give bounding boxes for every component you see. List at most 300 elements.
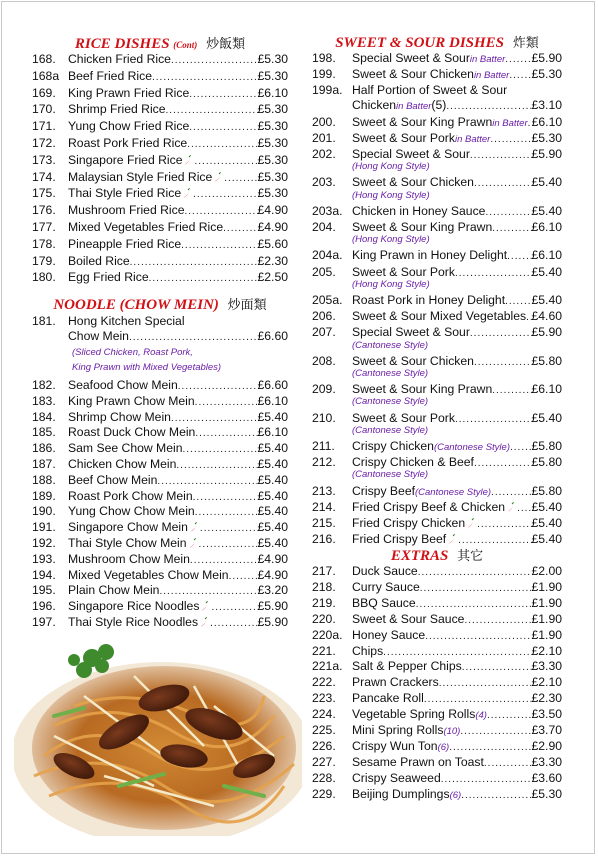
item-price: £5.80 xyxy=(531,353,562,368)
item-name-line1: Half Portion of Sweet & Sour xyxy=(352,83,508,98)
item-price: £2.90 xyxy=(531,738,562,753)
item-number: 168a xyxy=(32,68,60,83)
item-number: 221a. xyxy=(312,659,343,674)
item-number: 173. xyxy=(32,152,56,167)
item-extra: (5) xyxy=(431,98,447,113)
item-name: Shrimp Fried Rice xyxy=(68,102,166,117)
item-price: £5.60 xyxy=(257,236,288,251)
item-price: £6.10 xyxy=(531,382,562,397)
item-description xyxy=(352,580,562,596)
item-number: 175. xyxy=(32,186,56,201)
item-description xyxy=(352,516,562,532)
item-number: 203a. xyxy=(312,203,343,218)
item-name: Special Sweet & Sour xyxy=(352,147,470,161)
item-number: 212. xyxy=(312,455,336,470)
item-price: £3.30 xyxy=(531,659,562,674)
item-price: £5.30 xyxy=(257,102,288,117)
leader-dots xyxy=(159,585,257,599)
leader-dots xyxy=(470,327,532,341)
chili-icon xyxy=(214,171,222,181)
item-description xyxy=(68,615,288,631)
leader-dots xyxy=(420,582,532,596)
item-price: £6.10 xyxy=(531,114,562,129)
item-description xyxy=(352,739,562,755)
item-number: 204. xyxy=(312,220,336,234)
leader-dots xyxy=(487,709,532,723)
item-number: 188. xyxy=(32,472,56,487)
leader-dots xyxy=(383,646,531,660)
item-name: King Prawn Fried Rice xyxy=(68,85,190,100)
leader-dots xyxy=(470,149,532,163)
item-number: 219. xyxy=(312,595,336,610)
item-price: £6.10 xyxy=(531,220,562,234)
item-name: Malaysian Style Fried Rice xyxy=(68,169,213,184)
item-description xyxy=(68,489,288,505)
item-number: 215. xyxy=(312,516,336,530)
item-name: Pineapple Fried Rice xyxy=(68,236,182,251)
item-number: 227. xyxy=(312,754,336,769)
leader-dots xyxy=(166,104,258,118)
item-number: 228. xyxy=(312,770,336,785)
item-price: £5.80 xyxy=(531,439,562,453)
item-note: (Cantonese Style) xyxy=(415,486,492,498)
item-name: King Prawn in Honey Delight xyxy=(352,248,508,263)
item-description xyxy=(352,309,562,325)
item-description xyxy=(352,659,562,675)
item-number: 220a. xyxy=(312,627,343,642)
leader-dots xyxy=(474,457,532,471)
extras-title: EXTRAS xyxy=(390,548,449,564)
item-name: Roast Pork in Honey Delight xyxy=(352,293,506,307)
rice-dishes-heading xyxy=(32,33,288,53)
item-name: Egg Fried Rice xyxy=(68,270,149,285)
item-style-note: (Cantonese Style) xyxy=(352,339,429,351)
item-description xyxy=(68,186,288,202)
item-price: £4.90 xyxy=(257,567,288,582)
item-number: 186. xyxy=(32,441,56,456)
item-number: 229. xyxy=(312,786,336,801)
item-price: £2.10 xyxy=(531,643,562,658)
item-description xyxy=(68,69,288,85)
item-name: Yung Chow Fried Rice xyxy=(68,119,190,134)
item-number: 199. xyxy=(312,67,336,82)
item-description xyxy=(352,723,562,739)
item-name: Crispy Chicken xyxy=(352,439,434,453)
sweet-sour-heading xyxy=(312,32,562,52)
item-price: £4.60 xyxy=(531,309,562,324)
item-price: £5.40 xyxy=(531,175,562,190)
item-name: Sweet & Sour Pork xyxy=(352,130,455,145)
item-price: £5.90 xyxy=(531,325,562,340)
leader-dots xyxy=(181,239,257,253)
leader-dots xyxy=(505,295,531,309)
item-number: 190. xyxy=(32,504,56,519)
item-number: 226. xyxy=(312,738,336,753)
item-description xyxy=(68,520,288,536)
item-description xyxy=(68,394,288,410)
leader-dots xyxy=(171,54,258,68)
leader-dots xyxy=(492,384,531,398)
item-name: Crispy Beef xyxy=(352,483,415,498)
item-description xyxy=(352,612,562,628)
item-price: £5.90 xyxy=(257,599,288,614)
item-name: Prawn Crackers xyxy=(352,675,439,690)
item-description xyxy=(68,441,288,457)
item-description xyxy=(68,536,288,552)
item-price: £1.90 xyxy=(531,595,562,610)
item-number: 195. xyxy=(32,583,56,598)
item-name: Pancake Roll xyxy=(352,691,424,706)
item-number: 172. xyxy=(32,136,56,150)
item-price: £1.90 xyxy=(531,611,562,626)
item-name: Fried Crispy Chicken xyxy=(352,516,466,530)
item-price: £5.40 xyxy=(257,457,288,471)
leader-dots xyxy=(416,598,532,612)
item-name: Thai Style Rice Noodles xyxy=(68,615,199,629)
item-description xyxy=(352,644,562,660)
item-description xyxy=(68,425,288,441)
item-number: 198. xyxy=(312,51,336,65)
item-name: Mini Spring Rolls xyxy=(352,723,444,737)
item-style-note: (Cantonese Style) xyxy=(352,424,429,436)
item-number: 177. xyxy=(32,220,56,234)
item-price: £4.90 xyxy=(257,203,288,218)
item-number: 205a. xyxy=(312,293,343,307)
item-style-note: (Hong Kong Style) xyxy=(352,234,430,246)
item-number: 178. xyxy=(32,236,56,251)
item-name: King Prawn Chow Mein xyxy=(68,393,195,408)
item-description xyxy=(68,203,288,219)
item-number: 185. xyxy=(32,425,56,440)
leader-dots xyxy=(474,356,532,370)
chili-icon xyxy=(201,600,209,610)
leader-dots xyxy=(224,172,257,186)
item-price: £3.20 xyxy=(257,583,288,598)
item-name: Sweet & Sour Sauce xyxy=(352,611,465,626)
item-number: 214. xyxy=(312,499,336,514)
item-description xyxy=(352,628,562,644)
item-description xyxy=(352,204,562,220)
leader-dots xyxy=(477,518,531,532)
item-note: in Batter xyxy=(396,101,432,113)
item-price: £5.40 xyxy=(257,441,288,456)
item-price: £2.50 xyxy=(257,270,288,285)
item-price: £3.70 xyxy=(531,723,562,737)
item-name: Sesame Prawn on Toast xyxy=(352,754,484,769)
item-price: £5.40 xyxy=(257,536,288,550)
item-name: Sweet & Sour Pork xyxy=(352,264,455,279)
item-name: Boiled Rice xyxy=(68,253,130,268)
item-note: in Batter xyxy=(454,133,491,145)
item-note: (10) xyxy=(443,726,461,737)
item-note-line2: King Prawn with Mixed Vegetables) xyxy=(72,362,222,373)
item-number: 222. xyxy=(312,675,336,690)
item-name: Curry Sauce xyxy=(352,579,420,594)
item-name: Chicken Chow Mein xyxy=(68,457,177,471)
item-description xyxy=(68,102,288,118)
item-number: 205. xyxy=(312,264,336,279)
chili-icon xyxy=(183,187,191,197)
item-name-line2: Chow Mein xyxy=(68,329,129,343)
item-number: 174. xyxy=(32,169,56,184)
noodle-chinese-title: 炒面類 xyxy=(227,298,267,313)
item-description xyxy=(68,473,288,489)
item-number: 225. xyxy=(312,723,336,737)
item-number: 208. xyxy=(312,353,336,368)
item-description xyxy=(352,67,562,83)
chili-icon xyxy=(190,521,198,531)
item-name: Crispy Wun Ton xyxy=(352,738,438,753)
item-price: £5.40 xyxy=(531,264,562,279)
leader-dots xyxy=(157,475,257,489)
item-description xyxy=(352,707,562,723)
item-price: £5.40 xyxy=(257,409,288,424)
item-number: 207. xyxy=(312,325,336,340)
item-description xyxy=(68,457,288,473)
leader-dots xyxy=(176,459,257,473)
leader-dots xyxy=(194,155,257,169)
item-number: 168. xyxy=(32,52,56,66)
item-name: Mushroom Chow Mein xyxy=(68,551,190,566)
item-number: 171. xyxy=(32,119,56,134)
leader-dots xyxy=(195,396,258,410)
item-name: Chicken in Honey Sauce xyxy=(352,203,486,218)
item-description xyxy=(68,52,288,68)
item-price: £5.40 xyxy=(257,504,288,519)
leader-dots xyxy=(185,205,258,219)
item-description xyxy=(68,237,288,253)
item-description xyxy=(352,248,562,264)
item-number: 181. xyxy=(32,314,56,328)
leader-dots xyxy=(182,443,257,457)
leader-dots xyxy=(425,630,531,644)
leader-dots xyxy=(229,570,258,584)
item-name: Sweet & Sour Chicken xyxy=(352,175,474,190)
leader-dots xyxy=(187,138,257,152)
leader-dots xyxy=(210,617,257,631)
leader-dots xyxy=(424,693,532,707)
item-description xyxy=(68,153,288,169)
item-note: (6) xyxy=(449,789,462,801)
item-name: Sam See Chow Mein xyxy=(68,441,183,456)
item-description xyxy=(352,564,562,580)
item-description xyxy=(352,771,562,787)
item-description xyxy=(352,484,562,500)
leader-dots xyxy=(189,121,257,135)
chili-icon xyxy=(448,533,456,543)
chili-icon xyxy=(189,537,197,547)
item-price: £5.30 xyxy=(257,52,288,66)
item-style-note: (Cantonese Style) xyxy=(352,469,429,481)
item-number: 182. xyxy=(32,378,56,392)
item-price: £6.60 xyxy=(257,329,288,343)
item-description xyxy=(68,378,288,394)
item-name: Chips xyxy=(352,643,384,658)
item-line2 xyxy=(68,329,288,345)
item-style-note: (Hong Kong Style) xyxy=(352,189,430,201)
item-number: 197. xyxy=(32,615,56,629)
item-name: Duck Sauce xyxy=(352,564,418,578)
leader-dots xyxy=(510,441,532,455)
leader-dots xyxy=(491,486,531,500)
item-number: 189. xyxy=(32,488,56,503)
item-name: Roast Pork Chow Mein xyxy=(68,488,193,503)
item-number: 206. xyxy=(312,309,336,324)
item-description xyxy=(68,583,288,599)
item-price: £5.80 xyxy=(531,455,562,470)
item-price: £1.90 xyxy=(531,627,562,642)
item-name: Crispy Seaweed xyxy=(352,770,441,785)
item-name: Singapore Fried Rice xyxy=(68,152,183,167)
item-price: £5.30 xyxy=(531,786,562,801)
item-name: Singapore Rice Noodles xyxy=(68,599,200,614)
leader-dots xyxy=(507,250,531,264)
item-name: Thai Style Fried Rice xyxy=(68,186,182,201)
item-price: £2.30 xyxy=(531,691,562,706)
item-price: £6.10 xyxy=(257,393,288,408)
item-note: (4) xyxy=(475,710,487,722)
item-description xyxy=(68,136,288,152)
item-description xyxy=(352,675,562,691)
leader-dots xyxy=(193,491,258,505)
item-number: 213. xyxy=(312,483,336,498)
item-name: Thai Style Chow Mein xyxy=(68,536,187,550)
leader-dots xyxy=(189,88,257,102)
item-price: £4.90 xyxy=(257,220,288,234)
item-price: £5.40 xyxy=(257,472,288,487)
item-name: Yung Chow Chow Mein xyxy=(68,504,195,519)
leader-dots xyxy=(509,69,531,83)
item-name: Special Sweet & Sour xyxy=(352,51,470,65)
item-note: (Cantonese Style) xyxy=(433,442,510,453)
item-description xyxy=(352,596,562,612)
leader-dots xyxy=(129,331,258,345)
item-number: 193. xyxy=(32,551,56,566)
leader-dots xyxy=(490,133,531,147)
item-price: £5.40 xyxy=(257,488,288,503)
item-price: £5.40 xyxy=(531,293,562,307)
leader-dots xyxy=(152,71,258,85)
leader-dots xyxy=(449,741,531,755)
item-number: 223. xyxy=(312,691,336,706)
item-name: Roast Duck Chow Mein xyxy=(68,425,196,440)
item-price: £6.10 xyxy=(257,425,288,440)
item-number: 199a. xyxy=(312,83,343,98)
item-price: £3.10 xyxy=(531,98,562,113)
chili-icon xyxy=(200,616,208,626)
item-price: £5.30 xyxy=(257,136,288,150)
leader-dots xyxy=(418,566,532,580)
chili-icon xyxy=(184,154,192,164)
leader-dots xyxy=(517,502,531,516)
leader-dots xyxy=(464,614,531,628)
item-name: Singapore Chow Mein xyxy=(68,520,188,535)
item-number: 170. xyxy=(32,102,56,117)
item-name: Beijing Dumplings xyxy=(352,786,450,801)
item-style-note: (Hong Kong Style) xyxy=(352,161,430,173)
item-note: in Batter xyxy=(492,117,528,129)
leader-dots xyxy=(193,188,257,202)
item-name: Shrimp Chow Mein xyxy=(68,409,171,424)
item-name: Chicken Fried Rice xyxy=(68,52,171,66)
item-name: Sweet & Sour Pork xyxy=(352,410,455,425)
extras-chinese-title: 其它 xyxy=(457,549,484,564)
leader-dots xyxy=(492,222,531,236)
item-description xyxy=(352,131,562,147)
item-number: 180. xyxy=(32,270,56,285)
item-name: Vegetable Spring Rolls xyxy=(352,707,476,722)
item-number: 183. xyxy=(32,393,56,408)
item-note: (6) xyxy=(437,741,450,753)
item-description xyxy=(68,599,288,615)
leader-dots xyxy=(441,773,532,787)
chili-icon xyxy=(467,517,475,527)
leader-dots xyxy=(199,538,258,552)
item-name: Sweet & Sour Chicken xyxy=(352,353,474,368)
item-price: £5.40 xyxy=(531,410,562,425)
leader-dots xyxy=(461,789,531,803)
item-number: 192. xyxy=(32,536,56,550)
leader-dots xyxy=(171,412,258,426)
sweet-chinese-title: 炸類 xyxy=(512,36,539,51)
leader-dots xyxy=(130,256,258,270)
item-number: 217. xyxy=(312,564,336,578)
leader-dots xyxy=(505,53,531,67)
chow-mein-photo xyxy=(14,636,302,836)
item-price: £5.30 xyxy=(531,130,562,145)
item-name: Sweet & Sour Mixed Vegetables xyxy=(352,309,527,324)
item-price: £5.30 xyxy=(531,67,562,82)
item-price: £3.60 xyxy=(531,770,562,785)
item-price: £5.30 xyxy=(257,186,288,201)
item-number: 176. xyxy=(32,203,56,218)
item-number: 201. xyxy=(312,130,336,145)
item-price: £2.30 xyxy=(257,253,288,268)
item-name: Roast Pork Fried Rice xyxy=(68,136,188,150)
item-price: £5.40 xyxy=(531,203,562,218)
item-number: 221. xyxy=(312,643,336,658)
item-number: 200. xyxy=(312,114,336,129)
item-price: £6.10 xyxy=(531,248,562,263)
item-style-note: (Cantonese Style) xyxy=(352,396,429,408)
extras-heading xyxy=(312,545,562,565)
rice-cont: (Cont) xyxy=(173,40,198,50)
item-name: Honey Sauce xyxy=(352,627,426,642)
item-name: Special Sweet & Sour xyxy=(352,325,470,340)
item-price: £5.30 xyxy=(257,152,288,167)
leader-dots xyxy=(178,380,258,394)
item-name: Mixed Vegetables Fried Rice xyxy=(68,220,224,234)
item-name: Seafood Chow Mein xyxy=(68,378,178,392)
item-name: Fried Crispy Beef xyxy=(352,532,447,547)
item-description xyxy=(68,568,288,584)
item-number: 202. xyxy=(312,147,336,161)
item-line2 xyxy=(352,98,562,114)
item-name: Beef Fried Rice xyxy=(68,68,152,83)
item-name: Beef Chow Mein xyxy=(68,472,158,487)
item-name: Mixed Vegetables Chow Mein xyxy=(68,567,229,582)
item-description xyxy=(68,170,288,186)
item-price: £2.10 xyxy=(531,675,562,690)
leader-dots xyxy=(485,206,531,220)
item-price: £2.00 xyxy=(531,564,562,578)
item-style-note: (Cantonese Style) xyxy=(352,368,429,379)
item-description xyxy=(352,51,562,67)
leader-dots xyxy=(460,725,531,739)
leader-dots xyxy=(484,757,532,771)
item-number: 196. xyxy=(32,599,56,614)
item-name: Sweet & Sour King Prawn xyxy=(352,114,493,129)
